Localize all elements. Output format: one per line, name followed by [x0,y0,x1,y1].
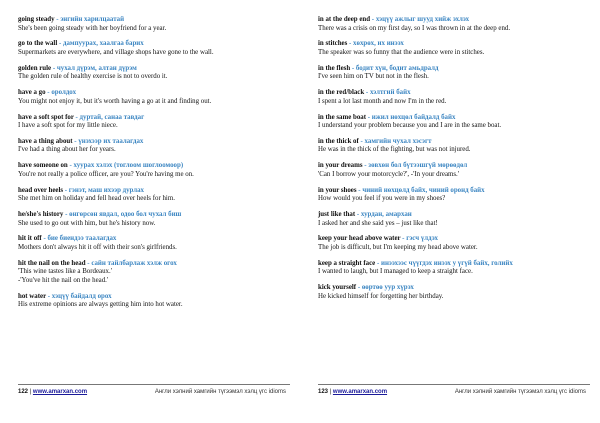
example-sentence: 'Can I borrow your motorcycle?', -'In your dreams.' [318,170,460,178]
example-sentence: He was in the thick of the fighting, but was not injured. [318,146,471,154]
idiom-headline [18,293,290,302]
example-sentence: Mothers don't always hit it off with their son's girlfriends. [18,243,177,251]
idiom-translation: энгийн харилцаатай [60,16,125,23]
idiom-term: in the same boat [318,113,367,121]
idiom-term: in the thick of [318,137,359,145]
idiom-translation: өөртөө уур хүрэх [361,284,414,292]
idiom-translation: чухал дүрэм, алтан дүрэм [56,64,137,72]
idiom-headline [318,138,590,147]
idiom-headline [18,211,290,220]
idiom-translation: үнэхээр их таалагдах [78,137,144,145]
dash-separator: - [347,40,354,48]
example-sentence: The job is difficult, but I'm keeping my head above water. [318,243,478,251]
idiom-entry [18,89,290,106]
idiom-headline [318,114,590,123]
idiom-list [18,16,290,310]
example-sentence: You're not really a police officer, are you? You're having me on. [18,170,194,178]
example-sentence: She met him on holiday and fell head over heels for him. [18,195,175,203]
idiom-translation: ижил нөхцөл байдалд байх [371,113,456,121]
page-footer [18,384,290,396]
dash-separator: - [85,259,92,267]
dash-separator: - [41,235,48,243]
idiom-headline [18,260,290,269]
idiom-headline [18,114,290,123]
idiom-headline [318,260,590,269]
example-sentence: You might not enjoy it, but it's worth having a go at it and finding out. [18,97,212,105]
dash-separator: - [355,211,361,218]
dash-separator: - [63,211,70,218]
idiom-entry [318,162,590,179]
idiom-term: in your dreams [318,162,363,170]
idiom-term: hit it off [18,235,42,243]
idiom-headline [318,40,590,49]
dash-separator: - [364,89,370,97]
dash-separator: - [350,64,356,72]
idiom-term: kick yourself [318,284,357,292]
idiom-term: keep your head above water [318,235,401,243]
idiom-translation: инээхээс чүүгдэх инээх у үгүй байх, голийх [380,259,513,267]
footer-separator: | [329,389,332,395]
example-sentence: I've had a thing about her for years. [18,146,116,154]
example-sentence: I spent a lot last month and now I'm in the red. [318,97,447,105]
idiom-translation: сайн тайлбарлаж хэлж огох [91,259,177,267]
idiom-term: have a thing about [18,137,73,145]
idiom-term: head over heels [18,186,64,194]
idiom-headline [18,16,290,25]
example-sentence: -'You've hit the nail on the head.' [18,276,109,284]
idiom-headline [318,235,590,244]
idiom-term: have someone on [18,162,68,170]
site-link[interactable]: www.amarxan.com [32,389,88,395]
idiom-entry [318,260,590,277]
idiom-entry [18,16,290,33]
idiom-term: hot water [18,292,47,300]
dash-separator: - [370,16,376,23]
idiom-headline [318,187,590,196]
idiom-headline [18,65,290,74]
idiom-translation: дуртай, санаа тавдаг [79,113,145,121]
example-sentence: I have a soft spot for my little niece. [18,122,118,130]
example-sentence: I've seen him on TV but not in the flesh. [318,73,429,81]
idiom-term: in at the deep end [318,16,371,23]
idiom-term: going steady [18,16,55,23]
idiom-headline [318,16,590,25]
idiom-entry [18,293,290,310]
example-sentence: I asked her and she said yes – just like that! [318,219,438,227]
dash-separator: - [57,40,63,48]
example-sentence: I understand your problem because you and I are in the same boat. [318,122,502,130]
dash-separator: - [63,186,69,194]
idiom-headline [18,138,290,147]
page-number: 122 [18,389,29,395]
idiom-entry [318,138,590,155]
example-sentence: His extreme opinions are always getting him into hot water. [18,301,183,309]
idiom-headline [318,89,590,98]
idiom-headline [18,40,290,49]
idiom-entry [18,40,290,57]
idiom-headline [18,89,290,98]
idiom-translation: өнгөрсөн явдал, одоо бол чухал биш [69,211,182,218]
idiom-translation: гэнэт, маш ихээр дурлах [68,186,144,194]
idiom-term: go to the wall [18,40,58,48]
example-sentence: She's been going steady with her boyfriend for a year. [18,24,167,32]
idiom-translation: хурдан, амархан [360,211,412,218]
example-sentence: I wanted to laugh, but I managed to keep a straight face. [318,268,473,276]
idiom-entry [318,40,590,57]
idiom-translation: оролдох [51,89,77,97]
idiom-entry [318,89,590,106]
idiom-headline [18,187,290,196]
idiom-entry [318,16,590,33]
example-sentence: How would you feel if you were in my shoes? [318,195,446,203]
example-sentence: She used to go out with him, but he's history now. [18,219,156,227]
idiom-entry [318,284,590,301]
idiom-translation: дампуурах, хаалгаа барих [62,40,144,48]
idiom-translation: хамгийн чухал хэсэгт [364,137,432,145]
example-sentence: 'This wine tastes like a Bordeaux.' [18,268,112,276]
running-title: Англи хэлний хамгийн түгээмэл хэлц үгс idioms [454,389,586,395]
example-sentence: There was a crisis on my first day, so I was thrown in at the deep end. [318,24,511,32]
idiom-translation: чиний нөхцөлд байх, чиний оронд байх [362,186,485,194]
idiom-entry [18,138,290,155]
dash-separator: - [400,235,407,243]
idiom-term: just like that [318,211,356,218]
idiom-term: in stitches [318,40,348,48]
dash-separator: - [358,137,365,145]
idiom-entry [18,211,290,228]
dash-separator: - [51,64,57,72]
idiom-translation: гэсч үлдэх [406,235,438,243]
idiom-translation: зөвхөн бол бүтээшгүй мөрөөдөл [368,162,468,170]
example-sentence: Supermarkets are everywhere, and village shops have gone to the wall. [18,48,214,56]
idiom-entry [318,114,590,131]
site-link[interactable]: www.amarxan.com [332,389,388,395]
page-number: 123 [318,389,329,395]
dash-separator: - [356,186,363,194]
page-footer [318,384,590,396]
idiom-entry [318,211,590,228]
example-sentence: The speaker was so funny that the audience were in stitches. [318,48,485,56]
idiom-headline [318,284,590,293]
dash-separator: - [366,113,372,121]
right-page [300,0,600,423]
idiom-translation: хуурах хэлэх (тоглоом шоглоомоор) [73,162,184,170]
idiom-headline [318,65,590,74]
dash-separator: - [362,162,369,170]
idiom-term: have a go [18,89,46,97]
idiom-term: hit the nail on the head [18,259,86,267]
idiom-translation: хэлтгий байх [369,89,411,97]
idiom-entry [18,260,290,286]
idiom-translation: хөхрөх, их инээх [353,40,404,48]
dash-separator: - [45,89,52,97]
idiom-term: in your shoes [318,186,357,194]
idiom-entry [318,65,590,82]
idiom-term: he/she's history [18,211,64,218]
example-sentence: The golden rule of healthy exercise is not to overdo it. [18,73,168,81]
idiom-translation: хэцүү ажлыг шууд хийж эхлэх [375,16,470,23]
idiom-headline [318,162,590,171]
idiom-entry [318,235,590,252]
idiom-term: golden rule [18,64,52,72]
dash-separator: - [54,16,61,23]
dash-separator: - [67,162,74,170]
idiom-entry [18,187,290,204]
idiom-term: keep a straight face [318,259,376,267]
dash-separator: - [46,292,52,300]
idiom-term: have a soft spot for [18,113,74,121]
idiom-entry [18,235,290,252]
idiom-list [318,16,590,301]
idiom-translation: бодит хүн, бодит амьдралд [355,64,439,72]
dash-separator: - [72,137,79,145]
idiom-translation: хэцүү байдалд орох [51,292,112,300]
idiom-headline [18,235,290,244]
idiom-entry [18,114,290,131]
idiom-term: in the red/black [318,89,365,97]
idiom-entry [18,65,290,82]
dash-separator: - [356,284,362,292]
example-sentence: He kicked himself for forgetting her birthday. [318,292,444,300]
footer-separator: | [29,389,32,395]
idiom-translation: бие биендээ таалагдах [47,235,117,243]
idiom-entry [18,162,290,179]
dash-separator: - [375,259,381,267]
idiom-entry [318,187,590,204]
idiom-term: in the flesh [318,64,351,72]
dash-separator: - [73,113,80,121]
idiom-headline [318,211,590,220]
running-title: Англи хэлний хамгийн түгээмэл хэлц үгс idioms [154,389,286,395]
idiom-headline [18,162,290,171]
